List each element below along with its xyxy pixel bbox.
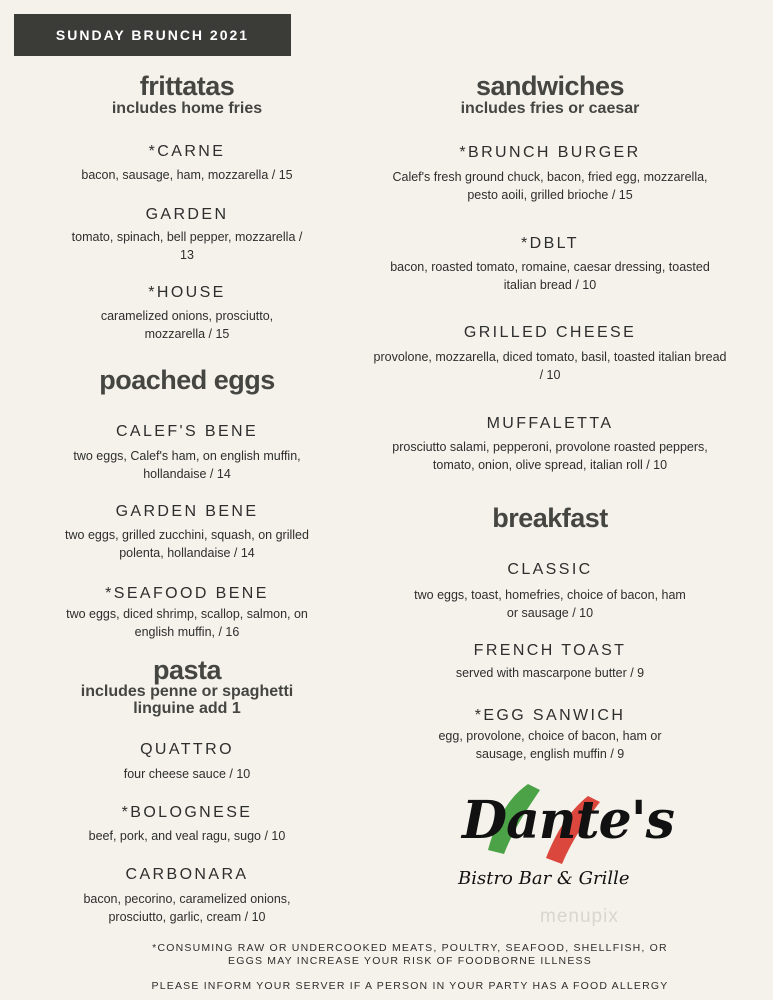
item-house-name: *HOUSE [148,284,226,301]
item-garden-bene-name: GARDEN BENE [115,503,259,520]
pasta-subtitle-2: linguine add 1 [133,700,241,717]
item-egg-sanwich-name: *EGG SANWICH [474,707,626,724]
item-brunch-burger-name: *BRUNCH BURGER [459,144,641,161]
logo-tagline: Bistro Bar & Grille [458,868,630,889]
item-muffaletta-desc: prosciutto salami, pepperoni, provolone roasted peppers, tomato, onion, olive spread, italian roll / 10 [392,440,708,472]
item-classic-desc: two eggs, toast, homefries, choice of bacon, ham or sausage / 10 [414,588,686,620]
item-carbonara-name: CARBONARA [125,866,249,883]
item-dblt-name: *DBLT [521,235,579,252]
item-garden-desc: tomato, spinach, bell pepper, mozzarella / 13 [71,230,303,262]
item-grilled-cheese-desc: provolone, mozzarella, diced tomato, basil, toasted italian bread / 10 [373,350,727,382]
item-calefs-bene-name: CALEF'S BENE [115,423,259,440]
allergy-notice: PLEASE INFORM YOUR SERVER IF A PERSON IN YOUR PARTY HAS A FOOD ALLERGY [151,980,669,992]
item-seafood-bene-name: *SEAFOOD BENE [105,585,269,602]
item-bolognese-desc: beef, pork, and veal ragu, sugo / 10 [88,829,286,843]
frittatas-subtitle: includes home fries [111,100,263,117]
item-grilled-cheese-name: GRILLED CHEESE [463,324,637,341]
poached-eggs-title: poached eggs [99,365,275,395]
item-garden-bene-desc: two eggs, grilled zucchini, squash, on grilled polenta, hollandaise / 14 [65,528,309,560]
menu-banner: SUNDAY BRUNCH 2021 [14,14,291,56]
item-carbonara-desc: bacon, pecorino, caramelized onions, prosciutto, garlic, cream / 10 [83,892,291,924]
logo-name: Dante's [462,790,674,851]
sandwiches-title: sandwiches [475,71,625,101]
sandwiches-subtitle: includes fries or caesar [460,100,640,117]
item-quattro-desc: four cheese sauce / 10 [123,767,251,781]
item-garden-name: GARDEN [145,206,229,223]
item-french-toast-name: FRENCH TOAST [473,642,627,659]
item-seafood-bene-desc: two eggs, diced shrimp, scallop, salmon, on english muffin, / 16 [66,607,308,639]
frittatas-title: frittatas [139,71,235,101]
item-carne-name: *CARNE [148,143,226,160]
raw-food-warning-line-1: *CONSUMING RAW OR UNDERCOOKED MEATS, POULTRY, SEAFOOD, SHELLFISH, OR [152,942,668,954]
breakfast-title: breakfast [492,503,608,533]
item-house-desc: caramelized onions, prosciutto, mozzarella / 15 [100,309,274,341]
item-muffaletta-name: MUFFALETTA [486,415,614,432]
item-calefs-bene-desc: two eggs, Calef's ham, on english muffin, hollandaise / 14 [73,449,301,481]
dantes-logo [448,780,674,900]
item-egg-sanwich-desc: egg, provolone, choice of bacon, ham or sausage, english muffin / 9 [438,729,662,761]
item-bolognese-name: *BOLOGNESE [121,804,253,821]
raw-food-warning-line-2: EGGS MAY INCREASE YOUR RISK OF FOODBORNE ILLNESS [228,955,592,967]
item-carne-desc: bacon, sausage, ham, mozzarella / 15 [81,168,293,182]
item-classic-name: CLASSIC [507,561,593,578]
item-dblt-desc: bacon, roasted tomato, romaine, caesar dressing, toasted italian bread / 10 [390,260,710,292]
item-french-toast-desc: served with mascarpone butter / 9 [455,666,645,680]
item-brunch-burger-desc: Calef's fresh ground chuck, bacon, fried egg, mozzarella, pesto aoili, grilled brioche / 15 [392,170,708,202]
pasta-subtitle-1: includes penne or spaghetti [80,683,294,700]
menupix-watermark: menupix [540,906,619,927]
item-quattro-name: QUATTRO [140,741,234,758]
pasta-title: pasta [152,655,222,685]
